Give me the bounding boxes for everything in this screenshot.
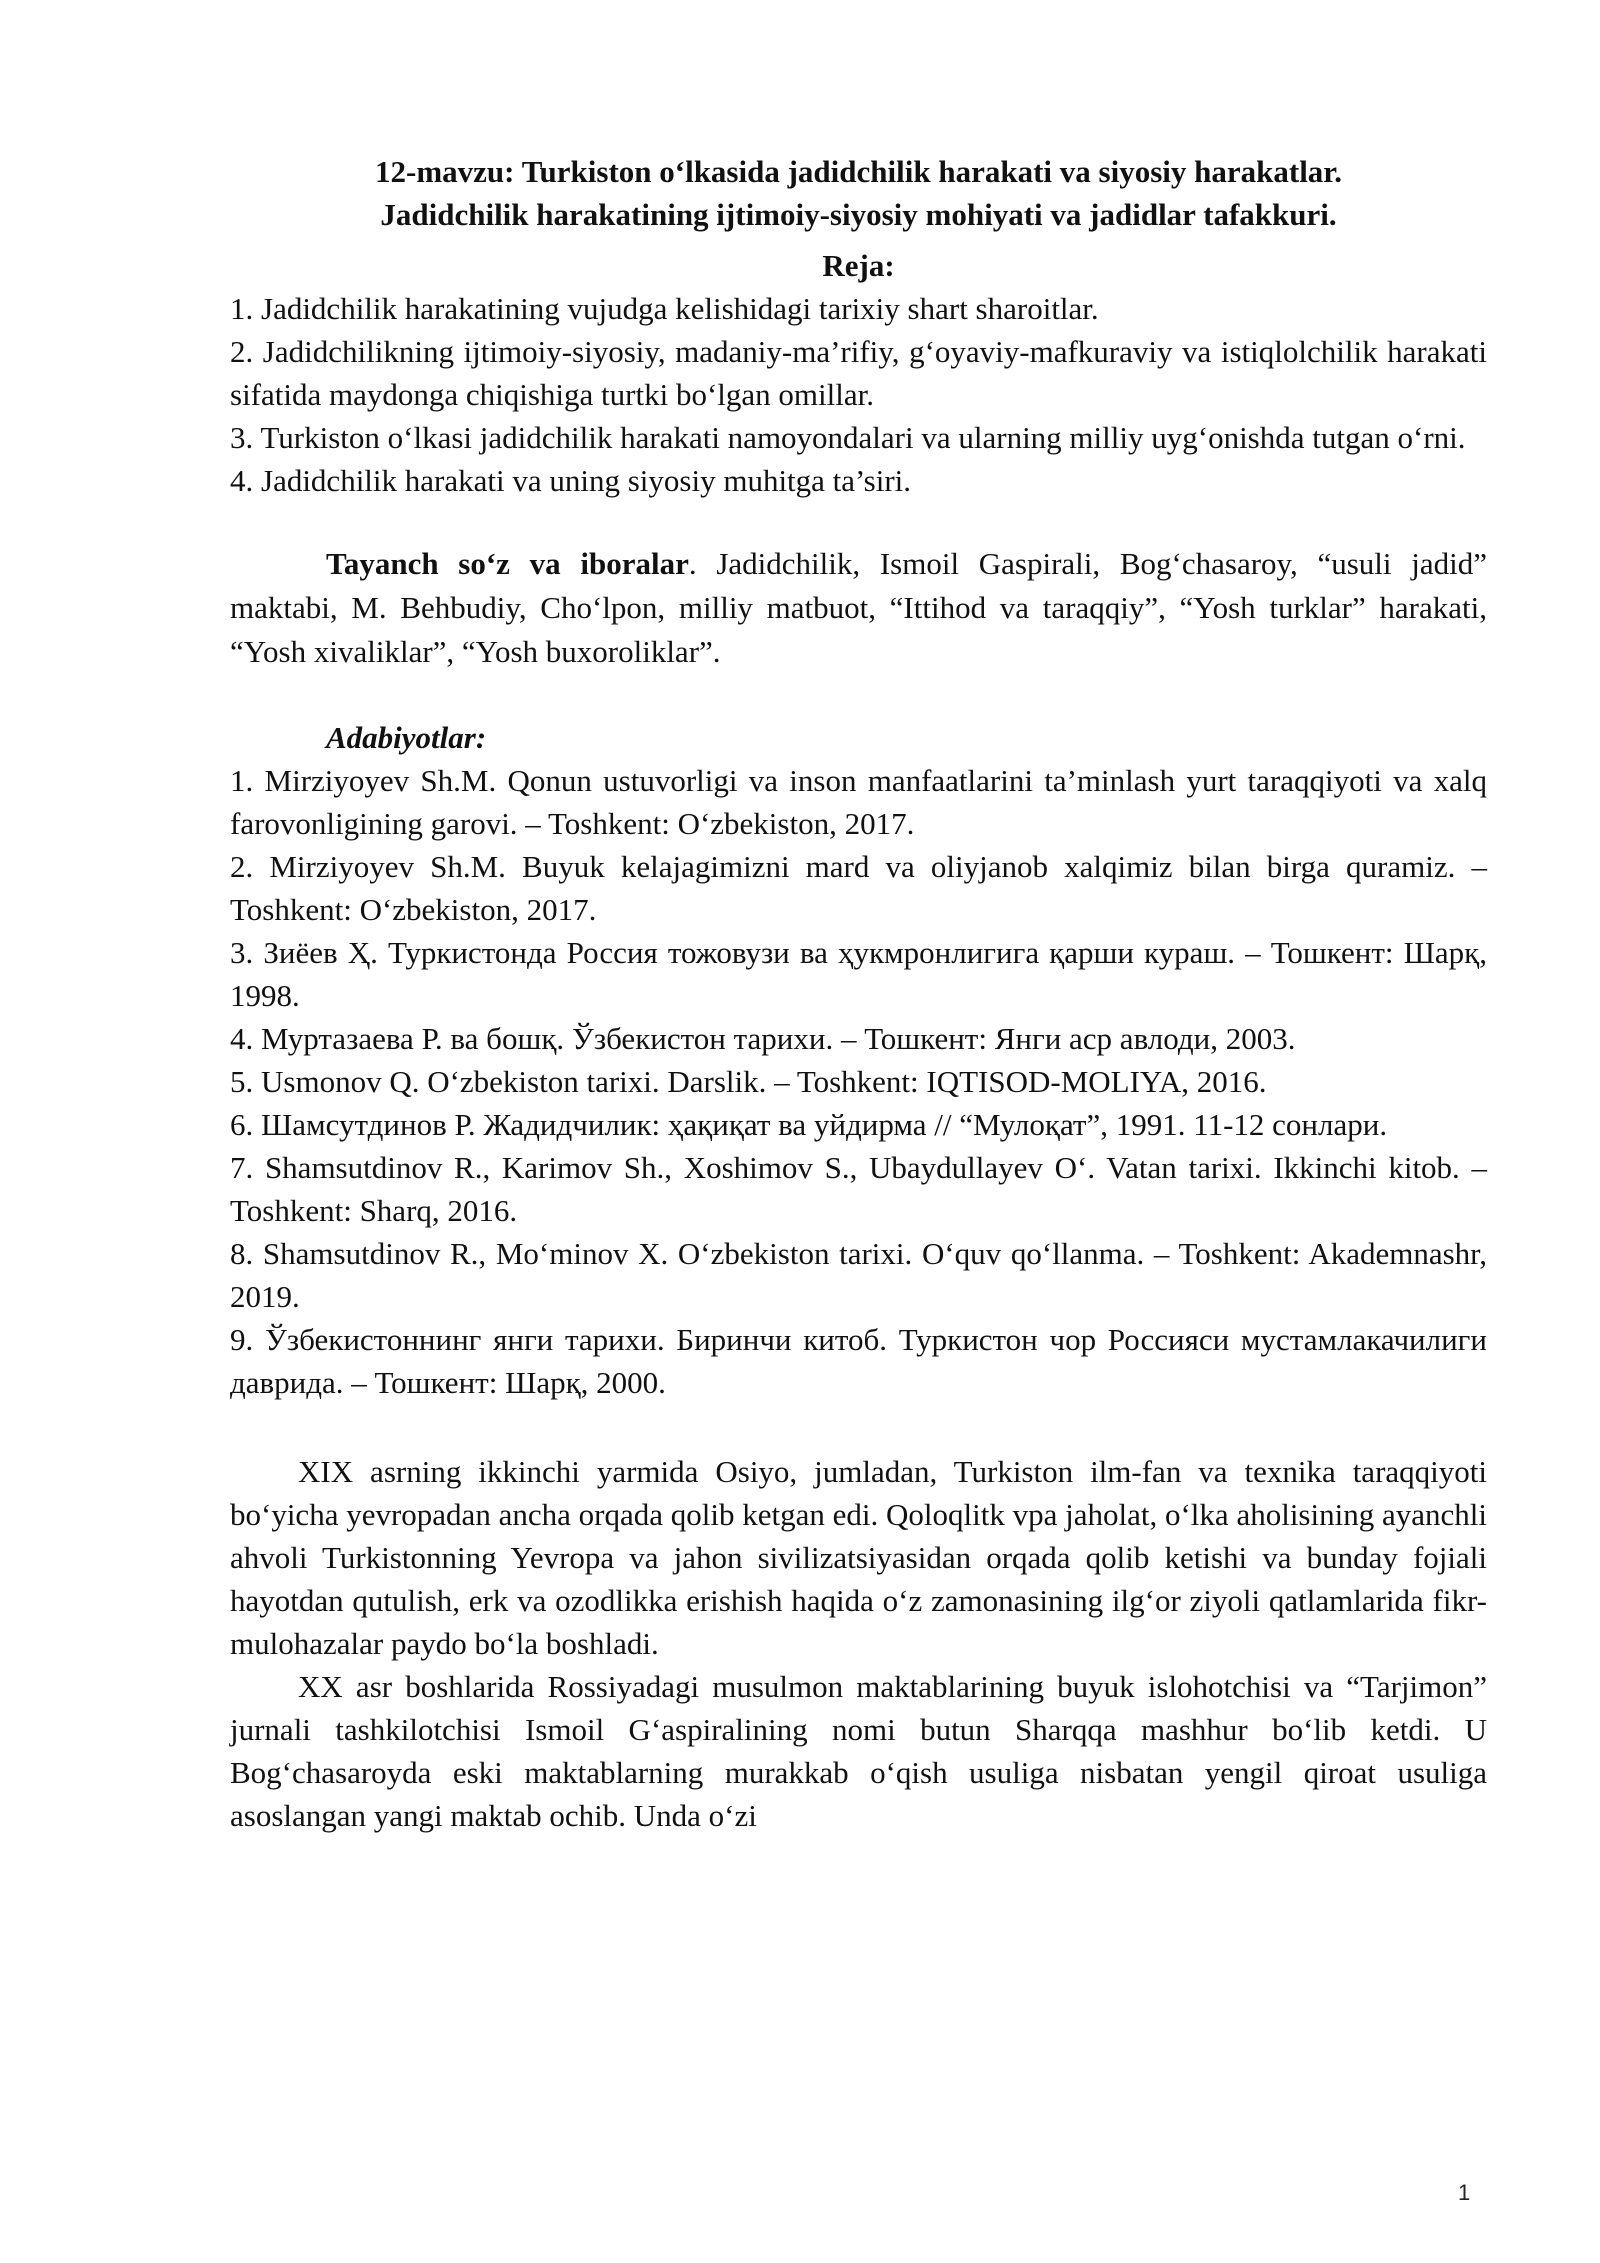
topic-title xyxy=(230,150,1487,236)
literature-item-2: 2. Mirziyoyev Sh.M. Buyuk kelajagimizni mard va oliyjanob xalqimiz bilan birga quramiz. – Toshkent: O‘zbekiston, 2017. xyxy=(230,849,1487,927)
body-paragraph-2: XX asr boshlarida Rossiyadagi musulmon maktablarining buyuk islohotchisi va “Tarjimon” jurnali tashkilotchisi Ismoil G‘aspiralining nomi butun Sharqqa mashhur bo‘lib ketdi. U Bog‘chasaroyda eski maktablarning murakkab o‘qish usuliga nisbatan yengil qiroat usuliga asoslangan yangi maktab ochib. Unda o‘zi xyxy=(230,1669,1487,1833)
topic-title-line-1: 12-mavzu: Turkiston o‘lkasida jadidchilik harakati va siyosiy harakatlar. xyxy=(375,154,1342,189)
plan-list xyxy=(230,287,1487,502)
plan-heading: Reja: xyxy=(822,248,895,283)
keywords-label: Tayanch so‘z va iboralar xyxy=(326,546,689,581)
literature-list xyxy=(230,759,1487,1404)
literature-item-8: 8. Shamsutdinov R., Mo‘minov X. O‘zbekiston tarixi. O‘quv qo‘llanma. – Toshkent: Akademnashr, 2019. xyxy=(230,1236,1487,1314)
literature-item-7: 7. Shamsutdinov R., Karimov Sh., Xoshimov S., Ubaydullayev O‘. Vatan tarixi. Ikkinchi kitob. – Toshkent: Sharq, 2016. xyxy=(230,1150,1487,1228)
plan-item-2: 2. Jadidchilikning ijtimoiy-siyosiy, madaniy-ma’rifiy, g‘oyaviy-mafkuraviy va istiqlolchilik harakati sifatida maydonga chiqishiga turtki bo‘lgan omillar. xyxy=(230,334,1487,412)
plan-item-3: 3. Turkiston o‘lkasi jadidchilik harakati namoyondalari va ularning milliy uyg‘onishda tutgan o‘rni. xyxy=(230,420,1466,455)
page-number: 1 xyxy=(1458,2180,1471,2205)
literature-heading: Adabiyotlar: xyxy=(326,720,487,755)
literature-item-4: 4. Муртазаева Р. ва бошқ. Ўзбекистон тарихи. – Тошкент: Янги аср авлоди, 2003. xyxy=(230,1021,1296,1056)
keywords-text: . Jadidchilik, Ismoil Gaspirali, Bog‘chasaroy, “usuli jadid” maktabi, M. Behbudiy, Cho‘lpon, milliy matbuot, “Ittihod va taraqqiy”, “Yosh turklar” harakati, “Yosh xivaliklar”, “Yosh buxoroliklar”. xyxy=(230,546,1487,669)
literature-item-9: 9. Ўзбекистоннинг янги тарихи. Биринчи китоб. Туркистон чор Россияси мустамлакачилиги даврида. – Тошкент: Шарқ, 2000. xyxy=(230,1322,1487,1400)
topic-title-line-2: Jadidchilik harakatining ijtimoiy-siyosiy mohiyati va jadidlar tafakkuri. xyxy=(380,197,1337,232)
keywords-paragraph xyxy=(230,542,1487,674)
literature-item-5: 5. Usmonov Q. O‘zbekiston tarixi. Darslik. – Toshkent: IQTISOD-MOLIYA, 2016. xyxy=(230,1064,1267,1099)
page-content xyxy=(230,150,1487,1837)
body-paragraph-1: XIX asrning ikkinchi yarmida Osiyo, jumladan, Turkiston ilm-fan va texnika taraqqiyoti bo‘yicha yevropadan ancha orqada qolib ketgan edi. Qoloqlitk vpa jaholat, o‘lka aholisining ayanchli ahvoli Turkistonning Yevropa va jahon sivilizatsiyasidan orqada qolib ketishi va bunday fojiali hayotdan qutulish, erk va ozodlikka erishish haqida o‘z zamonasining ilg‘or ziyoli qatlamlarida fikr-mulohazalar paydo bo‘la boshladi. xyxy=(230,1454,1487,1661)
plan-item-4: 4. Jadidchilik harakati va uning siyosiy muhitga ta’siri. xyxy=(230,463,912,498)
literature-item-3: 3. Зиёев Ҳ. Туркистонда Россия тожовузи ва ҳукмронлигига қарши кураш. – Тошкент: Шарқ, 1998. xyxy=(230,935,1487,1013)
literature-item-6: 6. Шамсутдинов Р. Жадидчилик: ҳақиқат ва уйдирма // “Мулоқат”, 1991. 11-12 сонлари. xyxy=(230,1107,1388,1142)
plan-item-1: 1. Jadidchilik harakatining vujudga kelishidagi tarixiy shart sharoitlar. xyxy=(230,291,1099,326)
literature-item-1: 1. Mirziyoyev Sh.M. Qonun ustuvorligi va inson manfaatlarini ta’minlash yurt taraqqiyoti va xalq farovonligining garovi. – Toshkent: O‘zbekiston, 2017. xyxy=(230,763,1487,841)
